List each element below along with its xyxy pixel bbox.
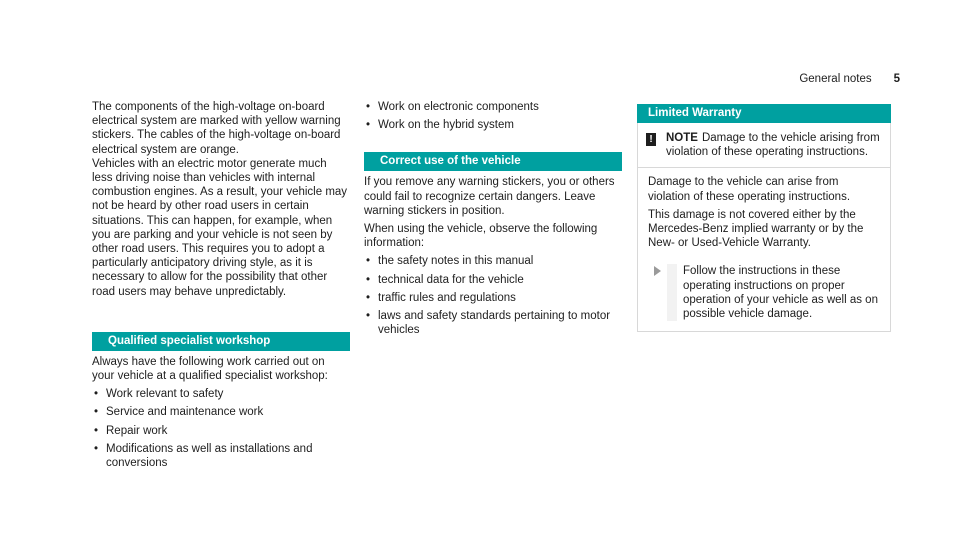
list-item: • technical data for the vehicle xyxy=(364,273,622,287)
note-label: NOTE xyxy=(666,132,698,144)
action-text-wrap xyxy=(667,264,880,321)
section-title: General notes xyxy=(799,73,872,85)
correct-use-text-1: If you remove any warning stickers, you or others could fail to recognize certain dangers. Leave warning stickers in position. xyxy=(364,176,615,217)
list-item: • Work relevant to safety xyxy=(92,387,350,401)
qualified-workshop-heading: Qualified specialist workshop xyxy=(92,332,350,351)
qualified-workshop-list xyxy=(92,387,350,470)
warranty-heading: Limited Warranty xyxy=(637,104,891,123)
note-content xyxy=(666,131,880,159)
list-item: • Service and maintenance work xyxy=(92,405,350,419)
list-item: • Modifications as well as installations and conversions xyxy=(92,442,350,470)
page-number: 5 xyxy=(893,73,900,85)
note-block xyxy=(638,123,890,168)
column-left xyxy=(92,100,350,474)
warranty-body xyxy=(638,168,890,331)
action-step xyxy=(648,264,880,321)
list-item: • the safety notes in this manual xyxy=(364,254,622,268)
warranty-text-2: This damage is not covered either by the Mercedes-Benz implied warranty or by the New- or Used-Vehicle Warranty. xyxy=(648,208,864,250)
qualified-workshop-text: Always have the following work carried out on your vehicle at a qualified specialist workshop: xyxy=(92,355,328,383)
correct-use-text-2: When using the vehicle, observe the following information: xyxy=(364,223,598,250)
correct-use-list xyxy=(364,254,622,337)
page-header xyxy=(799,73,900,85)
column-right xyxy=(637,104,891,332)
list-item: • traffic rules and regulations xyxy=(364,291,622,305)
arrow-right-icon xyxy=(654,266,661,276)
action-text: Follow the instructions in these operating instructions on proper operation of your vehicle as well as on possible vehicle damage. xyxy=(683,265,878,321)
intro-paragraph-2: Vehicles with an electric motor generate much less driving noise than vehicles with internal combustion engines. As a result, your vehicle may not be heard by other road users in certain situations. This can happen, for example, when you are parking and your vehicle is not seen by other road users. This requires you to adopt a particularly anticipatory driving style, as it is necessary to allow for the possibility that other road users may behave unpredictably. xyxy=(92,157,348,298)
list-item: • laws and safety standards pertaining to motor vehicles xyxy=(364,309,622,337)
warranty-text-1: Damage to the vehicle can arise from violation of these operating instructions. xyxy=(648,176,851,203)
correct-use-heading: Correct use of the vehicle xyxy=(364,152,622,171)
work-list-continued xyxy=(364,100,622,132)
list-item: • Repair work xyxy=(92,424,350,438)
warranty-box xyxy=(637,104,891,332)
column-middle xyxy=(364,100,622,341)
list-item: • Work on the hybrid system xyxy=(364,118,622,132)
intro-paragraph-1: The components of the high-voltage on-board electrical system are marked with yellow warning stickers. The cables of the high-voltage on-board electrical system are orange. xyxy=(92,101,341,156)
note-text: Damage to the vehicle arising from violation of these operating instructions. xyxy=(666,132,880,159)
list-item: • Work on electronic components xyxy=(364,100,622,114)
warning-icon: ! xyxy=(646,133,656,146)
